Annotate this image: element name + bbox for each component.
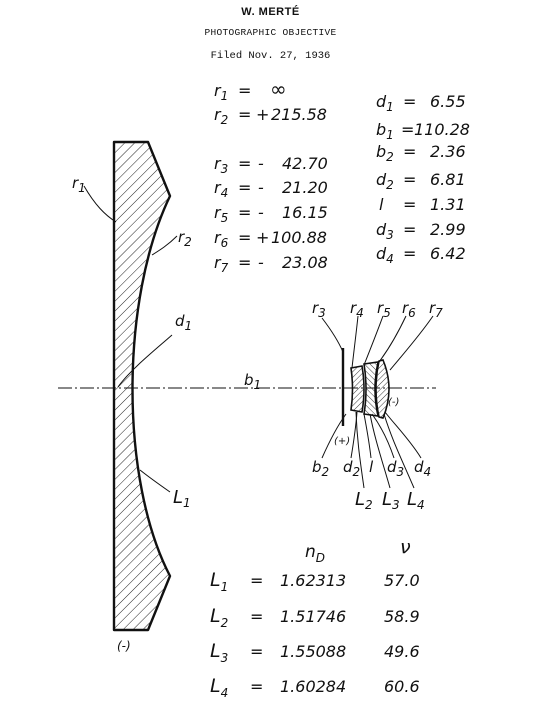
svg-text:=: =: [403, 195, 417, 214]
svg-text:l: l: [379, 195, 384, 214]
svg-text:d3: $d_3$: [376, 220, 394, 242]
spacing-row: [376, 170, 466, 192]
svg-text:r4: $r_4$: [214, 178, 229, 200]
label-r2: $r_2$: [178, 228, 192, 249]
svg-text:6.55: 6.55: [430, 92, 466, 111]
leader-r3: [322, 318, 343, 352]
radius-row: [214, 77, 287, 103]
svg-text:=: =: [238, 178, 252, 197]
rear-top-labels: [312, 299, 443, 320]
radius-row: [214, 178, 328, 200]
svg-text:L1: $L_1$: [210, 569, 229, 594]
svg-text:-: -: [258, 203, 264, 222]
patent-title: PHOTOGRAPHIC OBJECTIVE: [204, 27, 337, 38]
glass-row: [210, 675, 420, 700]
radius-row: [214, 253, 328, 275]
svg-text:r2: $r_2$: [214, 105, 229, 127]
svg-text:110.28: 110.28: [414, 120, 470, 139]
label-b1: $b_1$: [244, 371, 262, 392]
lens-L4: [376, 360, 389, 418]
svg-text:r5: $r_5$: [214, 203, 229, 225]
svg-text:42.70: 42.70: [282, 154, 328, 173]
filing-date: Filed Nov. 27, 1936: [210, 50, 331, 62]
svg-text:=: =: [238, 81, 252, 100]
svg-text:r6: $r_6$: [214, 228, 229, 250]
glass-row: [210, 605, 420, 630]
radii-list: [214, 77, 328, 275]
label-L2: $L_2$: [355, 489, 373, 512]
spacing-row: [376, 120, 470, 142]
svg-text:1.55088: 1.55088: [280, 642, 347, 661]
leader-L3: [370, 414, 390, 488]
leader-r2: [152, 236, 177, 255]
svg-text:=: =: [238, 203, 252, 222]
svg-text:=: =: [403, 244, 417, 263]
svg-text:d4: $d_4$: [376, 244, 394, 266]
inventor-name: W. MERTÉ: [241, 6, 300, 18]
svg-text:6.81: 6.81: [430, 170, 466, 189]
leader-r1: [84, 186, 116, 222]
svg-text:r3: $r_3$: [214, 154, 229, 176]
svg-text:=: =: [403, 170, 417, 189]
radius-row: [214, 105, 327, 127]
label-r4: $r_4$: [350, 299, 364, 320]
svg-text:b2: $b_2$: [376, 142, 394, 164]
glass-table: [210, 536, 420, 700]
spacings-list: [376, 92, 470, 266]
glass-row: [210, 640, 420, 665]
svg-text:L4: $L_4$: [210, 675, 229, 700]
rear-plus-sign: (+): [334, 436, 351, 447]
label-b2: $b_2$: [312, 458, 330, 479]
svg-text:L2: $L_2$: [210, 605, 229, 630]
svg-text:=: =: [403, 220, 417, 239]
front-lens-L1: [114, 142, 170, 630]
lens-L2: [351, 366, 364, 412]
svg-text:1.31: 1.31: [430, 195, 466, 214]
label-r7: $r_7$: [429, 299, 443, 320]
svg-text:215.58: 215.58: [271, 105, 327, 124]
label-L1: $L_1$: [173, 487, 191, 510]
label-r1: $r_1$: [72, 174, 86, 195]
svg-text:=: =: [250, 571, 264, 590]
leader-r4: [352, 316, 358, 368]
label-l: l: [369, 458, 374, 476]
svg-text:=: =: [403, 142, 417, 161]
svg-text:=: =: [403, 92, 417, 111]
spacing-row: [379, 195, 466, 214]
svg-text:-: -: [258, 154, 264, 173]
svg-text:d2: $d_2$: [376, 170, 394, 192]
svg-text:57.0: 57.0: [384, 571, 420, 590]
label-L4: $L_4$: [407, 489, 425, 512]
svg-text:1.51746: 1.51746: [280, 607, 347, 626]
header-nd: $n_D$: [305, 542, 326, 565]
label-d2: $d_2$: [343, 458, 361, 479]
spacing-row: [376, 142, 466, 164]
svg-text:∞: ∞: [270, 77, 287, 101]
label-r5: $r_5$: [377, 299, 391, 320]
label-d1: $d_1$: [175, 312, 193, 333]
svg-text:21.20: 21.20: [282, 178, 328, 197]
svg-text:b1: $b_1$: [376, 120, 394, 142]
leader-r5: [364, 316, 383, 365]
label-r6: $r_6$: [402, 299, 416, 320]
svg-text:d1: $d_1$: [376, 92, 394, 114]
svg-text:+: +: [256, 228, 270, 247]
leader-r7: [390, 316, 433, 370]
header-nu: ν: [400, 536, 411, 558]
svg-text:100.88: 100.88: [271, 228, 327, 247]
glass-row: [210, 569, 420, 594]
rear-bottom-labels: [312, 458, 431, 512]
svg-text:L3: $L_3$: [210, 640, 229, 665]
svg-text:=: =: [238, 253, 252, 272]
svg-text:=: =: [238, 105, 252, 124]
svg-text:6.42: 6.42: [430, 244, 466, 263]
label-r3: $r_3$: [312, 299, 326, 320]
svg-text:16.15: 16.15: [282, 203, 328, 222]
svg-text:-: -: [258, 178, 264, 197]
svg-text:=: =: [238, 154, 252, 173]
svg-text:-: -: [258, 253, 264, 272]
radius-row: [214, 154, 328, 176]
svg-text:=: =: [250, 677, 264, 696]
label-d4: $d_4$: [414, 458, 432, 479]
spacing-row: [376, 220, 466, 242]
radius-row: [214, 203, 328, 225]
svg-text:2.36: 2.36: [430, 142, 466, 161]
svg-text:r1: $r_1$: [214, 81, 229, 103]
svg-text:=: =: [250, 607, 264, 626]
svg-text:1.60284: 1.60284: [280, 677, 347, 696]
leader-d4: [385, 412, 421, 458]
leader-l: [364, 414, 371, 458]
svg-text:23.08: 23.08: [282, 253, 328, 272]
rear-minus-sign: (-): [388, 397, 400, 408]
svg-text:=: =: [250, 642, 264, 661]
radius-row: [214, 228, 327, 250]
svg-text:=: =: [401, 120, 415, 139]
svg-text:=: =: [238, 228, 252, 247]
label-d3: $d_3$: [387, 458, 405, 479]
svg-text:60.6: 60.6: [384, 677, 420, 696]
front-lens-sign: (-): [117, 639, 131, 653]
spacing-row: [376, 244, 466, 266]
label-L3: $L_3$: [382, 489, 400, 512]
svg-text:58.9: 58.9: [384, 607, 420, 626]
svg-text:2.99: 2.99: [430, 220, 466, 239]
svg-text:1.62313: 1.62313: [280, 571, 347, 590]
svg-text:+: +: [256, 105, 270, 124]
svg-text:r7: $r_7$: [214, 253, 229, 275]
spacing-row: [376, 92, 466, 114]
leader-L1: [140, 470, 170, 492]
svg-text:49.6: 49.6: [384, 642, 420, 661]
